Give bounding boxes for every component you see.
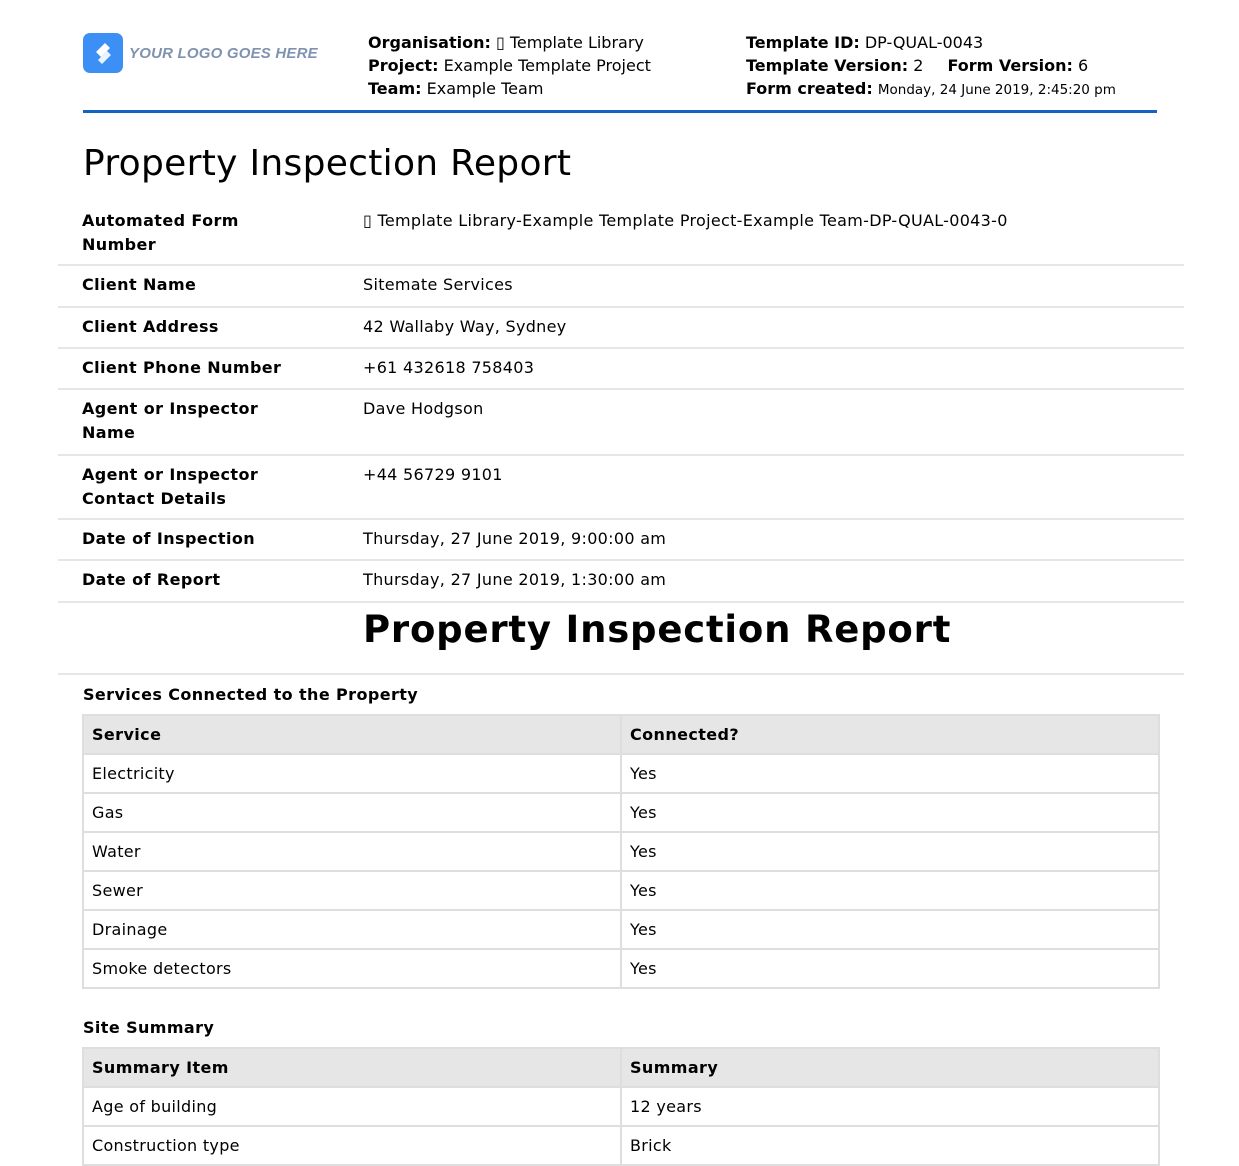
site-summary-label: Site Summary (83, 1018, 215, 1037)
organisation-line: Organisation: ▯ Template Library (368, 33, 644, 52)
template-id-line: Template ID: DP-QUAL-0043 (746, 33, 984, 52)
table-row (83, 832, 1159, 871)
table-cell: Sewer (83, 871, 621, 910)
services-table (82, 714, 1160, 989)
info-label: Client Phone Number (82, 358, 282, 377)
organisation-value: ▯ Template Library (495, 33, 644, 52)
info-value: Thursday, 27 June 2019, 9:00:00 am (363, 529, 667, 548)
info-label: Client Address (82, 317, 219, 336)
form-created-line: Form created: Monday, 24 June 2019, 2:45:20 pm (746, 79, 1116, 98)
info-row (58, 349, 1184, 390)
info-label: Agent or Inspector Contact Details (82, 465, 259, 508)
info-value: Thursday, 27 June 2019, 1:30:00 am (363, 570, 667, 589)
table-cell: Gas (83, 793, 621, 832)
project-value: Example Template Project (443, 56, 651, 75)
info-label: Date of Inspection (82, 529, 256, 548)
info-value: ▯ Template Library-Example Template Project-Example Team-DP-QUAL-0043-0 (363, 211, 1008, 230)
table-cell: Yes (621, 754, 1159, 793)
info-table (58, 202, 1184, 603)
table-cell: Drainage (83, 910, 621, 949)
form-created-value: Monday, 24 June 2019, 2:45:20 pm (877, 82, 1116, 98)
info-label: Client Name (82, 275, 197, 294)
logo-text: YOUR LOGO GOES HERE (129, 44, 318, 62)
info-label: Agent or Inspector Name (82, 399, 259, 442)
version-line: Template Version: 2 Form Version: 6 (746, 56, 1089, 75)
column-header: Connected? (621, 715, 1159, 754)
table-cell: Electricity (83, 754, 621, 793)
column-header: Summary Item (83, 1048, 621, 1087)
table-header-row (83, 1048, 1159, 1087)
table-row (83, 949, 1159, 988)
table-row (83, 793, 1159, 832)
table-cell: Construction type (83, 1126, 621, 1165)
info-value: Sitemate Services (363, 275, 513, 294)
template-version-value: 2 (913, 56, 924, 75)
table-cell: Yes (621, 793, 1159, 832)
info-row (58, 266, 1184, 308)
section-heading-text: Property Inspection Report (363, 608, 952, 651)
report-header (83, 0, 1157, 113)
info-value: +61 432618 758403 (363, 358, 535, 377)
info-value: Dave Hodgson (363, 399, 484, 418)
info-row (58, 561, 1184, 603)
info-row (58, 308, 1184, 349)
project-line: Project: Example Template Project (368, 56, 651, 75)
header-meta-right (746, 31, 1116, 102)
table-cell: 12 years (621, 1087, 1159, 1126)
info-row (58, 456, 1184, 520)
page-title: Property Inspection Report (83, 143, 572, 184)
info-value: +44 56729 9101 (363, 465, 503, 484)
table-row (83, 1087, 1159, 1126)
table-cell: Brick (621, 1126, 1159, 1165)
team-value: Example Team (426, 79, 544, 98)
header-meta-left (368, 31, 651, 100)
table-cell: Yes (621, 832, 1159, 871)
info-row (58, 520, 1184, 561)
info-label: Automated Form Number (82, 211, 239, 254)
services-label: Services Connected to the Property (83, 685, 419, 704)
table-header-row (83, 715, 1159, 754)
column-header: Service (83, 715, 621, 754)
table-row (83, 871, 1159, 910)
info-label: Date of Report (82, 570, 221, 589)
table-cell: Yes (621, 871, 1159, 910)
section-heading (58, 601, 1184, 675)
table-row (83, 910, 1159, 949)
info-value: 42 Wallaby Way, Sydney (363, 317, 567, 336)
table-row (83, 754, 1159, 793)
info-row (58, 390, 1184, 456)
logo-icon (83, 33, 123, 73)
template-id-value: DP-QUAL-0043 (864, 33, 984, 52)
team-line: Team: Example Team (368, 79, 544, 98)
table-cell: Yes (621, 949, 1159, 988)
table-cell: Smoke detectors (83, 949, 621, 988)
table-row (83, 1126, 1159, 1165)
table-cell: Water (83, 832, 621, 871)
info-row (58, 202, 1184, 266)
table-cell: Age of building (83, 1087, 621, 1126)
table-cell: Yes (621, 910, 1159, 949)
site-summary-table (82, 1047, 1160, 1166)
company-logo (83, 33, 318, 73)
form-version-value: 6 (1077, 56, 1089, 75)
column-header: Summary (621, 1048, 1159, 1087)
